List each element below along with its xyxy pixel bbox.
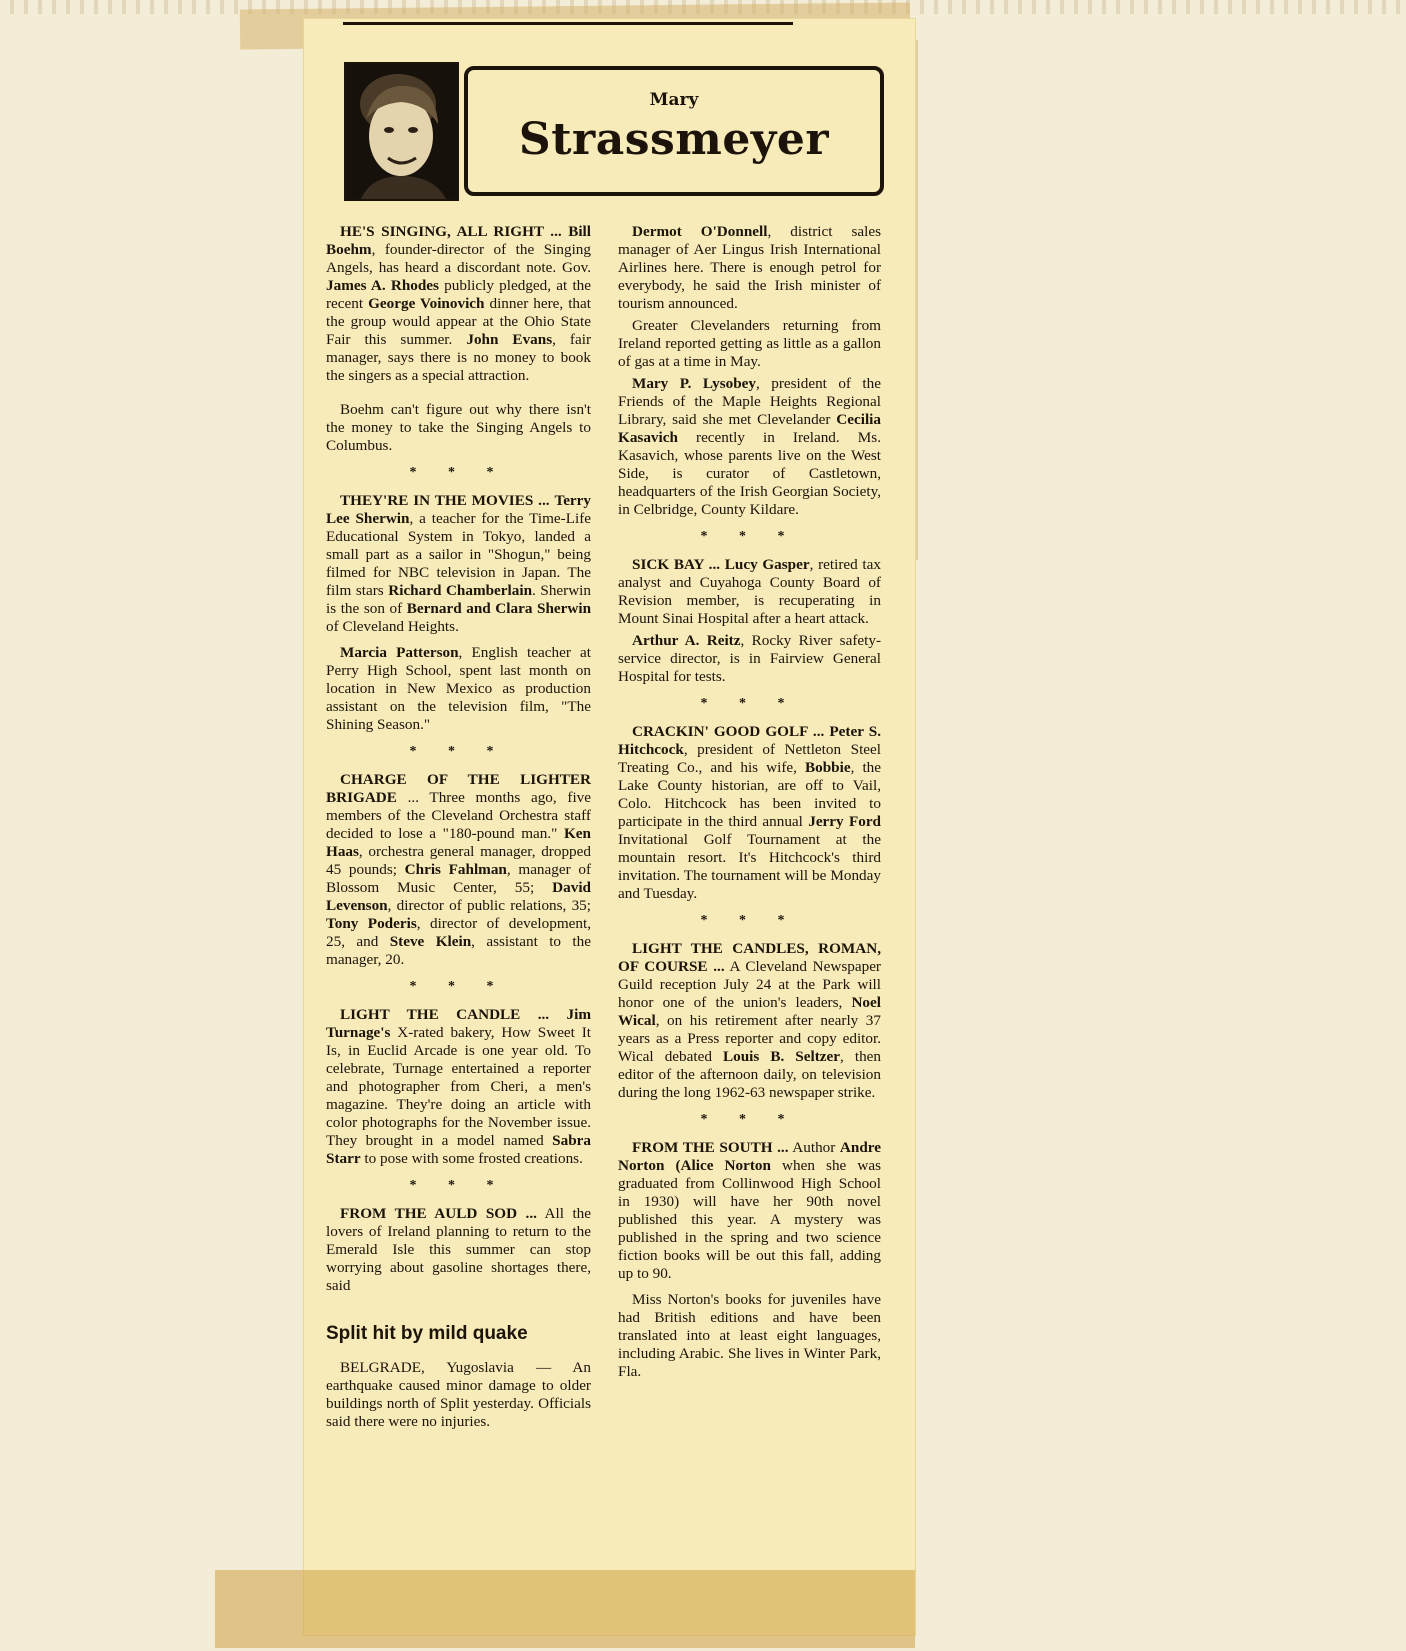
- separator: * * *: [409, 1178, 508, 1193]
- column-left: [326, 223, 591, 1435]
- byline-box: [464, 66, 884, 196]
- item-candle: LIGHT THE CANDLE ... Jim Turnage's X-rated bakery, How Sweet It Is, in Euclid Arcade is one year old. To celebrate, Turnage entertained a reporter and photographer from Cheri, a men's magazine. They're doing an article with color photographs for the November issue. They brought in a model named Sabra Starr to pose with some frosted creations.: [326, 1006, 591, 1167]
- item-auld-sod-cont: Dermot O'Donnell, district sales manager of Aer Lingus Irish International Airlines here. There is enough petrol for everybody, he said the Irish minister of tourism announced.: [618, 223, 882, 312]
- separator: * * *: [700, 696, 799, 711]
- item-sick-bay-2: Arthur A. Reitz, Rocky River safety-service director, is in Fairview General Hospital for tests.: [618, 632, 882, 685]
- separator: * * *: [409, 979, 508, 994]
- item-sick-bay: SICK BAY ... Lucy Gasper, retired tax analyst and Cuyahoga County Board of Revision member, is recuperating in Mount Sinai Hospital after a heart attack.: [618, 556, 881, 627]
- newspaper-clipping: [303, 18, 916, 1636]
- author-first-name: Mary: [649, 90, 699, 110]
- item-singing-2: Boehm can't figure out why there isn't the money to take the Singing Angels to Columbus.: [326, 401, 591, 454]
- item-movies-1: THEY'RE IN THE MOVIES ... Terry Lee Sherwin, a teacher for the Time-Life Educational System in Tokyo, landed a small part as a sailor in "Shogun," being filmed for NBC television in Japan. The film stars Richard Chamberlain. Sherwin is the son of Bernard and Clara Sherwin of Cleveland Heights.: [326, 492, 592, 635]
- item-south: FROM THE SOUTH ... Author Andre Norton (Alice Norton when she was graduated from Collinwood High School in 1930) will have her 90th novel published this year. A mystery was published in the spring and two science fiction books will be out this fall, adding up to 90.: [618, 1139, 882, 1282]
- item-singing-1: HE'S SINGING, ALL RIGHT ... Bill Boehm, founder-director of the Singing Angels, has heard a discordant note. Gov. James A. Rhodes publicly pledged, at the recent George Voinovich dinner here, that the group would appear at the Ohio State Fair this summer. John Evans, fair manager, says there is no money to book the singers as a special attraction.: [326, 223, 592, 384]
- item-south-2: Miss Norton's books for juveniles have had British editions and have been translated into at least eight languages, including Arabic. She lives in Winter Park, Fla.: [618, 1291, 881, 1380]
- top-rule: [343, 22, 793, 25]
- separator: * * *: [700, 529, 799, 544]
- author-photo: [344, 62, 459, 201]
- brief-body: BELGRADE, Yugoslavia — An earthquake caused minor damage to older buildings north of Split yesterday. Officials said there were no injuries.: [326, 1359, 591, 1430]
- separator: * * *: [409, 465, 508, 480]
- column-right: [618, 223, 881, 1385]
- item-auld-sod-start: FROM THE AULD SOD ... All the lovers of Ireland planning to return to the Emerald Isle this summer can stop worrying about gasoline shortages there, said: [326, 1205, 591, 1294]
- separator: * * *: [700, 1112, 799, 1127]
- item-candles: LIGHT THE CANDLES, ROMAN, OF COURSE ... A Cleveland Newspaper Guild reception July 24 at the Park will honor one of the union's leaders, Noel Wical, on his retirement after nearly 37 years as a Press reporter and copy editor. Wical debated Louis B. Seltzer, then editor of the afternoon daily, on television during the long 1962-63 newspaper strike.: [618, 940, 881, 1101]
- author-last-name: Strassmeyer: [518, 114, 830, 165]
- item-auld-sod-2: Greater Clevelanders returning from Ireland reported getting as little as a gallon of gas at a time in May.: [618, 317, 881, 370]
- item-golf: CRACKIN' GOOD GOLF ... Peter S. Hitchcock, president of Nettleton Steel Treating Co., and his wife, Bobbie, the Lake County historian, are off to Vail, Colo. Hitchcock has been invited to participate in the third annual Jerry Ford Invitational Golf Tournament at the mountain resort. It's Hitchcock's third invitation. The tournament will be Monday and Tuesday.: [618, 723, 882, 902]
- separator: * * *: [700, 913, 799, 928]
- brief-headline: Split hit by mild quake: [326, 1323, 528, 1344]
- item-movies-2: Marcia Patterson, English teacher at Perry High School, spent last month on location in New Mexico as production assistant on the television film, "The Shining Season.": [326, 644, 591, 733]
- separator: * * *: [409, 744, 508, 759]
- tape-bottom: [215, 1570, 915, 1648]
- item-lighter: CHARGE OF THE LIGHTER BRIGADE ... Three months ago, five members of the Cleveland Orchestra staff decided to lose a "180-pound man." Ken Haas, orchestra general manager, dropped 45 pounds; Chris Fahlman, manager of Blossom Music Center, 55; David Levenson, director of public relations, 35; Tony Poderis, director of development, 25, and Steve Klein, assistant to the manager, 20.: [326, 771, 592, 968]
- item-auld-sod-3: Mary P. Lysobey, president of the Friends of the Maple Heights Regional Library, said she met Clevelander Cecilia Kasavich recently in Ireland. Ms. Kasavich, whose parents live on the West Side, is curator of Castletown, headquarters of the Irish Georgian Society, in Celbridge, County Kildare.: [618, 375, 881, 518]
